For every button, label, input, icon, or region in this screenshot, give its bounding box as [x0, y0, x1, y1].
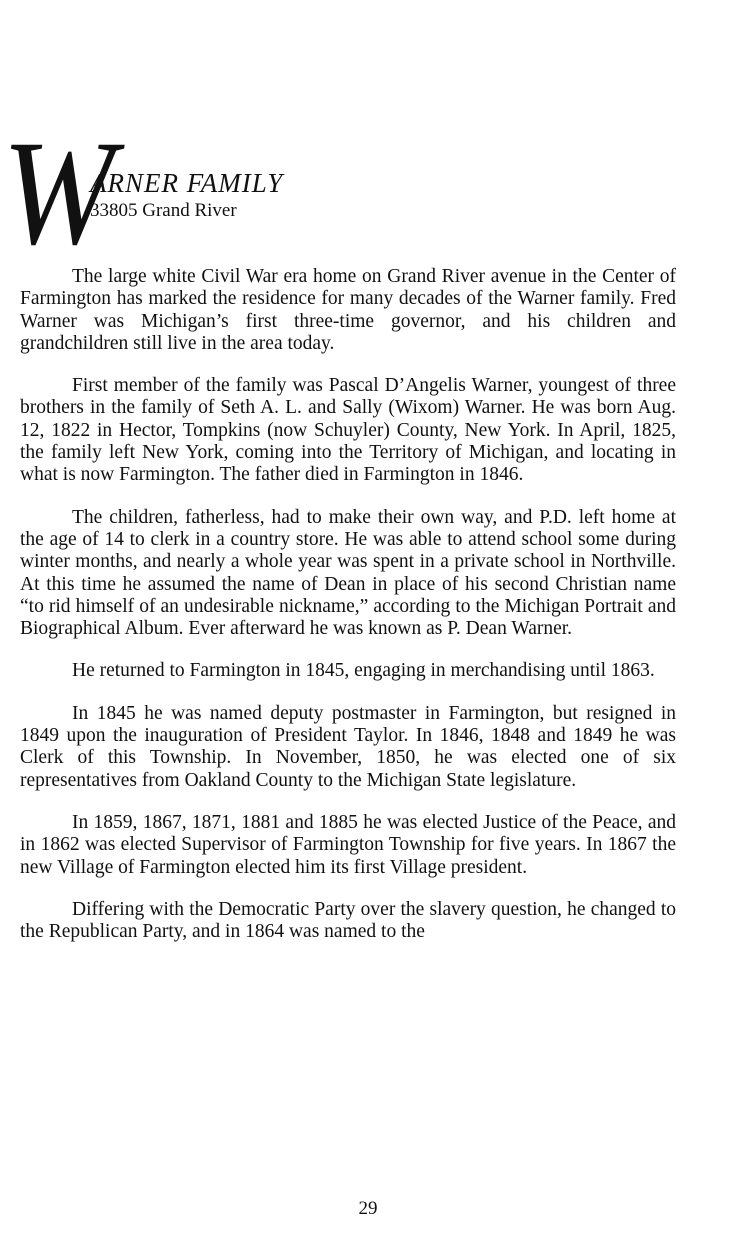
- paragraph-7: Differing with the Democratic Party over the slavery question, he changed to the Republican Party, and in 1864 was named to the: [20, 898, 676, 943]
- drop-cap-letter: W: [2, 110, 115, 276]
- paragraph-6: In 1859, 1867, 1871, 1881 and 1885 he was elected Justice of the Peace, and in 1862 was elected Supervisor of Farmington Township for five years. In 1867 the new Village of Farmington elected him its first Village president.: [20, 811, 676, 878]
- paragraph-1: The large white Civil War era home on Grand River avenue in the Center of Farmington has marked the residence for many decades of the Warner family. Fred Warner was Michigan’s first three-time governor, and his children and grandchildren still live in the area today.: [20, 266, 676, 354]
- paragraph-3: The children, fatherless, had to make their own way, and P.D. left home at the age of 14 to clerk in a country store. He was able to attend school some during winter months, and nearly a whole year was spent in a private school in Northville. At this time he assumed the name of Dean in place of his second Christian name “to rid himself of an undesirable nickname,” according to the Michigan Portrait and Biographical Album. Ever afterward he was known as P. Dean Warner.: [20, 506, 676, 640]
- body-text: [20, 266, 676, 943]
- page-number: 29: [358, 1198, 378, 1219]
- paragraph-2: First member of the family was Pascal D’Angelis Warner, youngest of three brothers in the family of Seth A. L. and Sally (Wixom) Warner. He was born Aug. 12, 1822 in Hector, Tompkins (now Schuyler) County, New York. In April, 1825, the family left New York, coming into the Territory of Michigan, and locating in what is now Farmington. The father died in Farmington in 1846.: [20, 375, 676, 486]
- section-heading: [90, 168, 283, 222]
- section-title: ARNER FAMILY: [90, 168, 284, 198]
- paragraph-4: He returned to Farmington in 1845, engaging in merchandising until 1863.: [72, 660, 655, 682]
- paragraph-5: In 1845 he was named deputy postmaster in Farmington, but resigned in 1849 upon the inauguration of President Taylor. In 1846, 1848 and 1849 he was Clerk of this Township. In November, 1850, he was elected one of six representatives from Oakland County to the Michigan State legislature.: [20, 702, 676, 791]
- section-address: 33805 Grand River: [90, 200, 237, 221]
